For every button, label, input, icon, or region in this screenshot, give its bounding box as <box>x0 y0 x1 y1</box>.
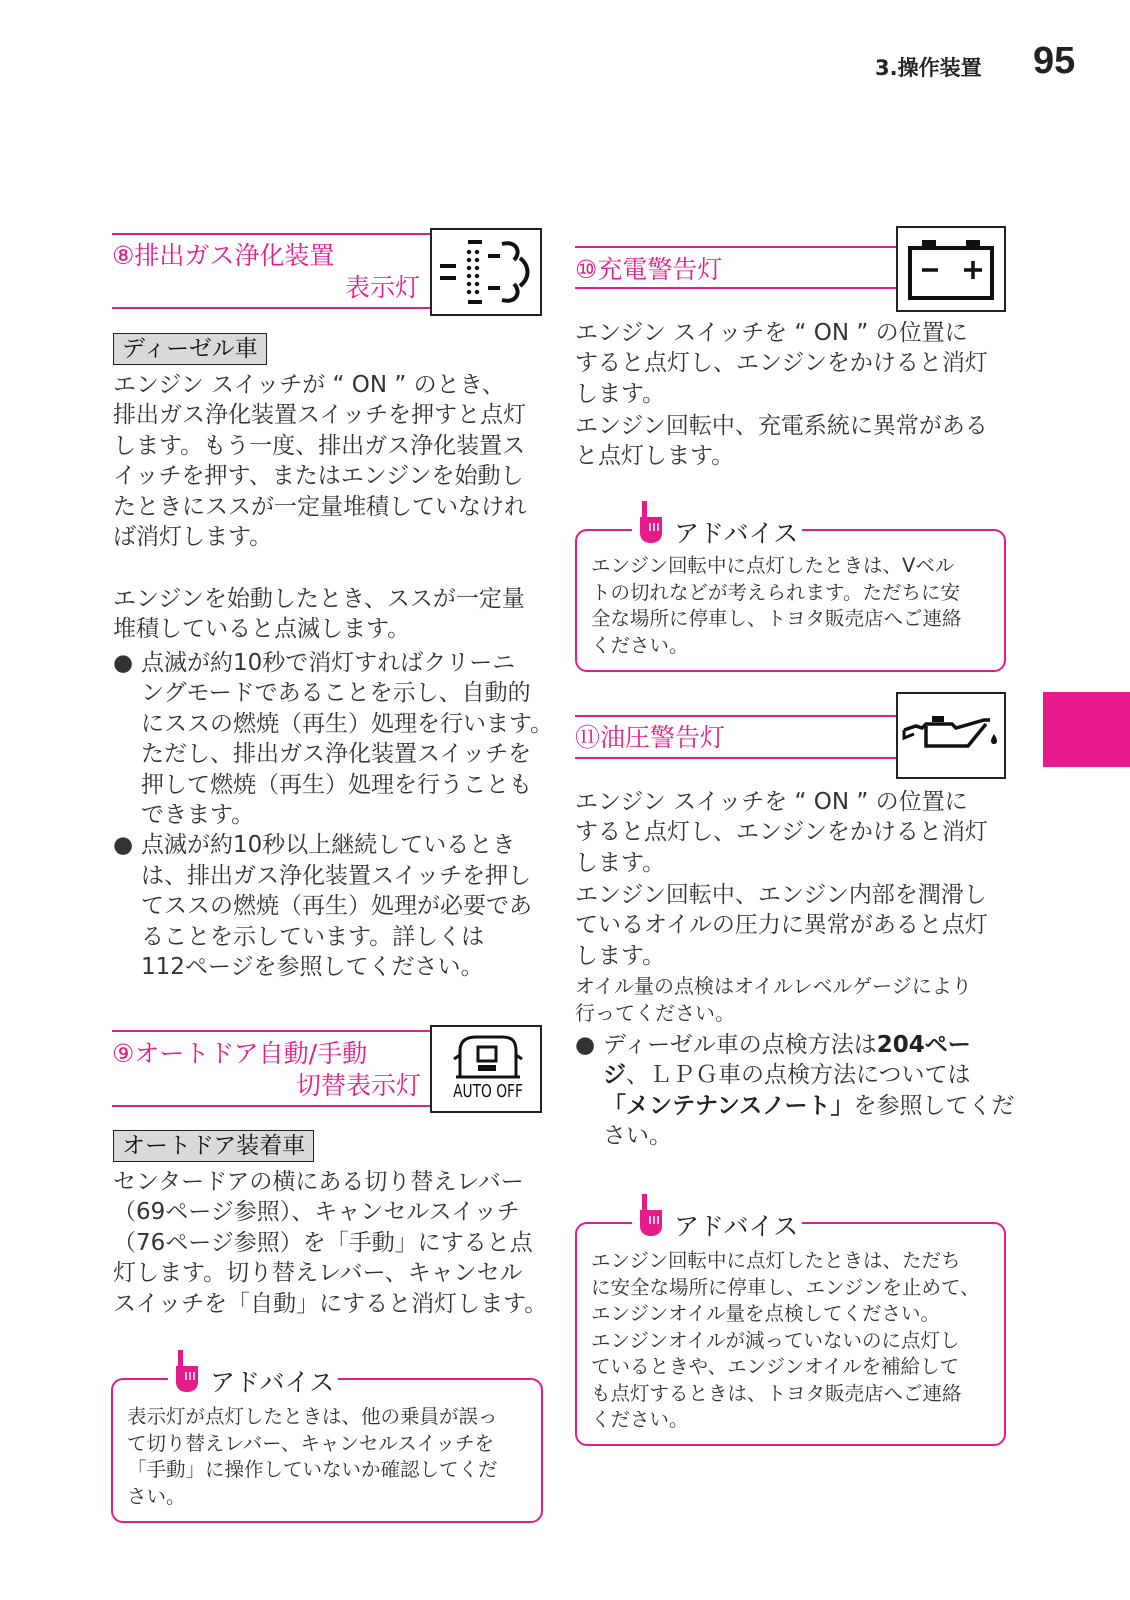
auto-off-label: AUTO OFF <box>453 1081 523 1102</box>
sec11-para1: エンジン スイッチを “ ON ” の位置に すると点灯し、エンジンをかけると消灯 します。 <box>575 789 988 876</box>
section-rule-bottom <box>575 287 896 289</box>
advice-box <box>111 1368 543 1523</box>
sec11-number: ⑪ <box>575 723 601 752</box>
list-item: ● 点滅が約10秒以上継続しているとき は、排出ガス浄化装置スイッチを押し てススの燃焼（再生）処理が必要であ ることを示しています。詳しくは 112ページを参照してください。 <box>113 832 532 981</box>
sec9-title-line2: 切替表示灯 <box>296 1071 422 1100</box>
sec9-number: ⑨ <box>112 1039 135 1068</box>
pointing-hand-icon <box>638 501 664 543</box>
advice-header: アドバイス <box>168 1360 338 1402</box>
bullet-icon: ● <box>113 832 134 859</box>
pointing-hand-icon <box>174 1350 200 1392</box>
pointing-hand-icon <box>638 1194 664 1236</box>
advice-box <box>575 519 1006 672</box>
sec8-para1: エンジン スイッチが “ ON ” のとき、 排出ガス浄化装置スイッチを押すと点灯 します。もう一度、排出ガス浄化装置ス イッチを押す、またはエンジンを始動し たときにススが一定量堆積していなけれ ば消灯します。 <box>113 372 527 551</box>
section-rule-top <box>575 246 896 248</box>
section-rule-top <box>112 233 430 235</box>
auto-door-tag: オートドア装着車 <box>113 1130 314 1162</box>
section-rule-bottom <box>112 1105 430 1107</box>
section-rule-bottom <box>112 307 430 309</box>
sec9-para: センタードアの横にある切り替えレバー （69ページ参照）、キャンセルスイッチ （76ページ参照）を「手動」にすると点 灯します。切り替えレバー、キャンセル スイッチを「自動」にすると消灯します。 <box>113 1169 548 1317</box>
advice-box <box>575 1212 1006 1446</box>
section-rule-bottom <box>575 757 896 759</box>
sec8-title-line1: ⑧排出ガス浄化装置 <box>112 241 335 270</box>
sec8-para2: エンジンを始動したとき、ススが一定量 堆積していると点滅します。 <box>113 586 525 643</box>
list-item: ● 点滅が約10秒で消灯すればクリーニ ングモードであることを示し、自動的 にススの燃焼（再生）処理を行います。 ただし、排出ガス浄化装置スイッチを 押して燃焼（再生）処理を行うことも できます。 <box>113 650 554 829</box>
sec11-note: オイル量の点検はオイルレベルゲージにより 行ってください。 <box>575 974 972 1025</box>
bullet-icon: ● <box>575 1032 596 1058</box>
section-title: 3.操作装置 <box>875 56 982 80</box>
section-rule-top <box>112 1030 430 1032</box>
advice-text: エンジン回転中に点灯したときは、ただち に安全な場所に停車し、エンジンを止めて、 エンジンオイル量を点検してください。 エンジンオイルが減っていないのに点灯し ているときや、エンジンオイルを補給して も点灯するときは、トヨタ販売店へご連絡 ください。 <box>591 1249 980 1431</box>
diesel-tag: ディーゼル車 <box>113 333 267 365</box>
sec10-number: ⑩ <box>575 255 598 284</box>
advice-text: エンジン回転中に点灯したときは、Vベル トの切れなどが考えられます。ただちに安 全な場所に停車し、トヨタ販売店へご連絡 ください。 <box>591 554 962 657</box>
sec11-para2: エンジン回転中、エンジン内部を潤滑し ているオイルの圧力に異常があると点灯 します。 <box>575 882 988 969</box>
sec8-number: ⑧ <box>112 241 135 270</box>
auto-door-icon <box>430 1025 542 1113</box>
bullet-icon: ● <box>113 650 134 676</box>
chapter-tab <box>1043 692 1130 767</box>
advice-header: アドバイス <box>632 1204 802 1246</box>
sec10-para2: エンジン回転中、充電系統に異常がある と点灯します。 <box>575 413 988 470</box>
list-item: ● ディーゼル車の点検方法は204ペー ジ、ＬＰＧ車の点検方法については 「メンテナンスノート」を参照してくだ さい。 <box>575 1032 1015 1150</box>
battery-icon <box>896 226 1006 312</box>
advice-text: 表示灯が点灯したときは、他の乗員が誤っ て切り替えレバー、キャンセルスイッチを 「手動」に操作していないか確認してくだ さい。 <box>127 1405 498 1508</box>
page-ref: 204ペー <box>876 1032 971 1058</box>
sec10-title: ⑩充電警告灯 <box>575 255 723 284</box>
sec8-title-line2: 表示灯 <box>345 273 421 302</box>
advice-header: アドバイス <box>632 511 802 553</box>
maintenance-note-ref: 「メンテナンスノート」 <box>603 1092 854 1119</box>
sec11-title: ⑪油圧警告灯 <box>575 723 726 752</box>
sec8-bullets <box>113 648 558 982</box>
oil-pressure-icon <box>896 692 1006 779</box>
page-number: 95 <box>1033 40 1076 82</box>
exhaust-purification-icon <box>430 228 542 316</box>
section-rule-top <box>575 715 896 717</box>
sec11-bullets <box>575 1030 1015 1152</box>
sec9-title-line1: ⑨オートドア自動/手動 <box>112 1039 368 1068</box>
sec10-para1: エンジン スイッチを “ ON ” の位置に すると点灯し、エンジンをかけると消灯 します。 <box>575 320 988 407</box>
